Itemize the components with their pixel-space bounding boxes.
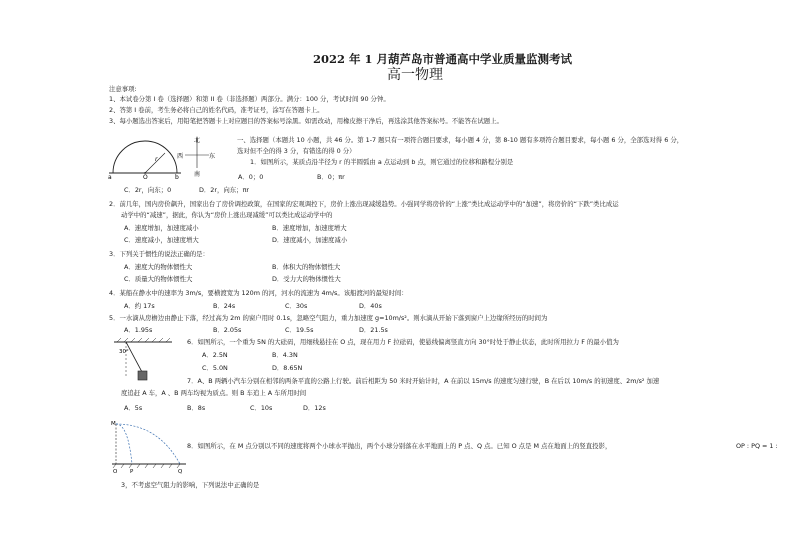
q1-option-d: D．2r，向东；πr — [199, 186, 250, 194]
q3-option-c: C．质量大的物体惯性大 — [124, 275, 193, 283]
q8-continuation: 3，不考虑空气阻力的影响，下列说法中正确的是 — [121, 481, 260, 489]
q4-option-b: B．24s — [213, 302, 236, 310]
notes-heading: 注意事项: — [109, 85, 137, 93]
q5-option-c: C．19.5s — [285, 326, 314, 334]
q2-line2: 动学中的“减速”，据此，你认为“房价上涨出现减缓”可以类比成运动学中的 — [121, 211, 333, 219]
q7-option-a: A．5s — [124, 404, 143, 412]
q2-option-c: C．速度减小，加速度增大 — [124, 236, 199, 244]
q8-stem: 8．如图所示，在 M 点分别以不同的速度将两个小球水平抛出，两个小球分别落在水平地面上的 P 点、Q 点。已知 O 点是 M 点在地面上的竖直投影， — [187, 442, 612, 450]
q2-line1: 2．前几年，国内房价飙升，国家出台了房价调控政策，在国家的宏观调控下，房价上涨出现减缓趋势。小强同学将房价的“上涨”类比成运动学中的“加速”，将房价的“下跌”类比成运 — [109, 200, 619, 208]
q5-option-d: D．21.5s — [359, 326, 388, 334]
q3-option-d: D．受力大的物体惯性大 — [272, 275, 341, 283]
q2-option-a: A．速度增加，加速度减小 — [124, 224, 199, 232]
notes-item-1: 1、本试卷分第 I 卷（选择题）和第 II 卷（非选择题）两部分。满分：100 分，考试时间 90 分钟。 — [109, 95, 390, 103]
label-p: P — [130, 469, 134, 475]
string-line — [126, 342, 142, 372]
q5-option-a: A．1.95s — [124, 326, 153, 334]
exam-subtitle: 高一物理 — [387, 67, 443, 83]
label-q: Q — [178, 469, 183, 475]
section1-line2: 选对但不全的得 3 分，有错选的得 0 分） — [237, 147, 356, 155]
q4-stem: 4．某船在静水中的速率为 3m/s，要横渡宽为 120m 的河，河水的流速为 4m/s。该船渡河的最短时间： — [109, 289, 408, 297]
weight-block — [138, 371, 147, 380]
q7-line2: 度追赶 A 车，A 、B 两车均视为质点。则 B 车追上 A 车所用时间 — [121, 389, 307, 397]
angle-label: 30° — [119, 349, 129, 355]
q2-option-b: B．速度增加，加速度增大 — [272, 224, 347, 232]
q1-stem: 1．如图所示，某质点沿半径为 r 的半圆弧由 a 点运动到 b 点，则它通过的位移和路程分别是 — [250, 158, 514, 166]
notes-item-2: 2、答第 I 卷前，考生务必将自己的姓名代码，准考证号，涂写在答题卡上。 — [109, 106, 324, 114]
q7-line1: 7．A、B 两辆小汽车分别在相邻的两条平直的公路上行驶。前后相距为 50 米时开始计时，A 在前以 15m/s 的速度匀速行驶，B 在后以 10m/s 的初速度、2m/s² 加速 — [187, 377, 660, 385]
projectile-diagram — [108, 418, 190, 473]
q3-option-a: A．速度大的物体惯性大 — [124, 263, 193, 271]
label-m: M — [111, 421, 116, 427]
q7-option-c: C．10s — [250, 404, 273, 412]
q8-ratio: OP : PQ = 1 : — [736, 442, 778, 450]
semicircle-arc — [113, 141, 177, 173]
q3-option-b: B．体积大的物体惯性大 — [272, 263, 341, 271]
q5-option-b: B．2.05s — [213, 326, 242, 334]
q7-option-b: B．8s — [187, 404, 206, 412]
compass-north: 北 — [194, 137, 201, 144]
label-o8: O — [113, 469, 118, 475]
label-a: a — [108, 174, 112, 181]
label-r: r — [155, 156, 158, 163]
label-o: O — [143, 174, 148, 181]
compass-south: 南 — [194, 171, 201, 178]
hanging-weight-diagram — [112, 336, 192, 386]
notes-item-3: 3、每小题选出答案后，用铅笔把答题卡上对应题目的答案标号涂黑。如需改动，用橡皮擦干净后，再选涂其他答案标号。不能答在试题上。 — [109, 117, 503, 125]
q6-stem: 6．如图所示，一个重为 5N 的大砝码，用细线悬挂在 O 点，现在用力 F 拉砝码，使悬线偏离竖直方向 30°时处于静止状态，此时所用拉力 F 的最小值为 — [187, 338, 619, 346]
q1-option-c: C．2r，向东；0 — [124, 186, 172, 194]
q4-option-a: A．约 17s — [124, 302, 155, 310]
q1-option-a: A．0；0 — [238, 173, 264, 181]
q6-option-c: C．5.0N — [202, 364, 228, 372]
q3-stem: 3．下列关于惯性的说法正确的是： — [109, 250, 209, 258]
q5-stem: 5．一水滴从房檐边由静止下落，经过高为 2m 的窗户用时 0.1s，忽略空气阻力，重力加速度 g=10m/s²。则水滴从开始下落到窗户上边缘所经历的时间为 — [109, 314, 548, 322]
q6-option-a: A．2.5N — [202, 351, 228, 359]
q7-option-d: D．12s — [303, 404, 326, 412]
q1-option-b: B．0；πr — [317, 173, 345, 181]
semicircle-diagram — [105, 135, 225, 180]
compass-east: 东 — [209, 153, 216, 160]
section1-line1: 一、选择题（本题共 10 小题，共 46 分。第 1-7 题只有一项符合题目要求，每小题 4 分，第 8-10 题有多项符合题目要求，每小题 6 分，全部选对得 6 分， — [237, 136, 684, 144]
q6-option-d: D．8.65N — [272, 364, 303, 372]
q6-option-b: B．4.3N — [272, 351, 298, 359]
compass-west: 西 — [177, 153, 184, 160]
trajectory-q — [116, 424, 180, 464]
label-b: b — [175, 174, 179, 181]
trajectory-p — [116, 424, 132, 464]
q2-option-d: D．速度减小，加速度减小 — [272, 236, 348, 244]
q4-option-c: C．30s — [285, 302, 308, 310]
q4-option-d: D．40s — [359, 302, 382, 310]
exam-title: 2022 年 1 月葫芦岛市普通高中学业质量监测考试 — [313, 52, 573, 66]
